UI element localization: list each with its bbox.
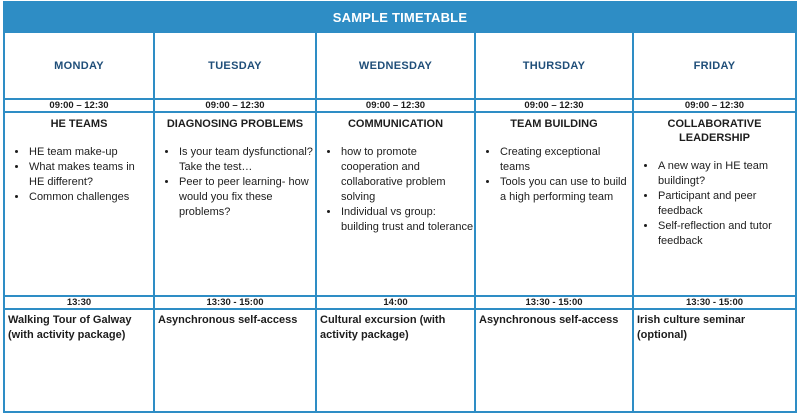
session-bullets: [476, 145, 632, 205]
session-bullets: [155, 145, 315, 220]
day-header-tuesday: TUESDAY: [155, 33, 317, 100]
session-monday: [5, 113, 155, 297]
timetable: [3, 1, 797, 413]
day-header-friday: FRIDAY: [634, 33, 795, 100]
session-title: TEAM BUILDING: [510, 118, 598, 130]
afternoon-time-monday: 13:30: [5, 297, 155, 310]
bullet-item: • Individual vs group: building trust and tolerance: [340, 205, 474, 235]
session-bullets: [317, 145, 474, 235]
afternoon-activity-friday: Irish culture seminar (optional): [637, 314, 746, 341]
bullet-item: • A new way in HE team buildingt?: [657, 159, 795, 189]
day-header-wednesday: WEDNESDAY: [317, 33, 476, 100]
session-bullets: [5, 145, 153, 205]
session-title: HE TEAMS: [50, 118, 108, 130]
timetable-grid: [5, 33, 795, 411]
afternoon-time-wednesday: 14:00: [317, 297, 476, 310]
bullet-item: • how to promote cooperation and collaborative problem solving: [340, 145, 474, 205]
afternoon-activity-monday: Walking Tour of Galway (with activity package): [5, 310, 155, 411]
session-title: COLLABORATIVE LEADERSHIP: [667, 118, 762, 144]
bullet-item: • Is your team dysfunctional? Take the test…: [178, 145, 315, 175]
bullet-item: • HE team make-up: [28, 145, 153, 160]
bullet-item: • Creating exceptional teams: [499, 145, 632, 175]
morning-time-tuesday: 09:00 – 12:30: [155, 100, 317, 113]
afternoon-activity-wednesday: Cultural excursion (with activity package): [317, 310, 476, 411]
session-title: DIAGNOSING PROBLEMS: [166, 118, 304, 130]
morning-time-wednesday: 09:00 – 12:30: [317, 100, 476, 113]
session-tuesday: [155, 113, 317, 297]
bullet-item: • Tools you can use to build a high performing team: [499, 175, 632, 205]
day-header-monday: MONDAY: [5, 33, 155, 100]
afternoon-activity-thursday: Asynchronous self-access: [476, 310, 634, 411]
session-title: COMMUNICATION: [347, 118, 444, 130]
session-wednesday: [317, 113, 476, 297]
bullet-item: • Participant and peer feedback: [657, 189, 795, 219]
morning-time-friday: 09:00 – 12:30: [634, 100, 795, 113]
session-friday: [634, 113, 795, 297]
afternoon-time-friday: 13:30 - 15:00: [634, 297, 795, 310]
morning-time-thursday: 09:00 – 12:30: [476, 100, 634, 113]
day-header-thursday: THURSDAY: [476, 33, 634, 100]
bullet-item: • Self-reflection and tutor feedback: [657, 219, 795, 249]
morning-time-monday: 09:00 – 12:30: [5, 100, 155, 113]
bullet-item: • What makes teams in HE different?: [28, 160, 153, 190]
timetable-title: SAMPLE TIMETABLE: [5, 3, 795, 33]
bullet-item: • Common challenges: [28, 190, 153, 205]
afternoon-time-thursday: 13:30 - 15:00: [476, 297, 634, 310]
bullet-item: • Peer to peer learning- how would you fix these problems?: [178, 175, 315, 220]
afternoon-activity-tuesday: Asynchronous self-access: [155, 310, 317, 411]
afternoon-time-tuesday: 13:30 - 15:00: [155, 297, 317, 310]
session-thursday: [476, 113, 634, 297]
session-bullets: [634, 159, 795, 249]
